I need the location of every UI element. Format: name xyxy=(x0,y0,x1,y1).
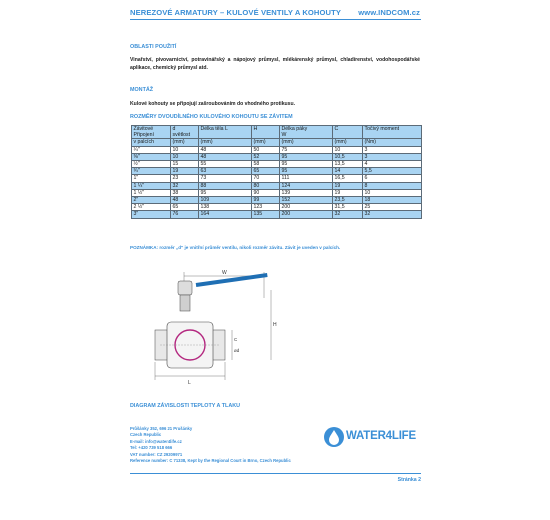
table-cell: 99 xyxy=(252,197,280,204)
table-body xyxy=(132,146,422,218)
table-cell: 32 xyxy=(171,182,199,189)
table-cell: 55 xyxy=(199,161,252,168)
dim-label-c: C xyxy=(234,337,238,342)
table-cell: 65 xyxy=(171,204,199,211)
valve-stem xyxy=(180,295,190,311)
footer-reference: Reference number: C 71338, Kept by the Regional Court in Brno, Czech Republic xyxy=(130,458,291,464)
table-header-cell: v palcích xyxy=(132,139,171,146)
table-cell: 80 xyxy=(252,182,280,189)
table-header-cell: C xyxy=(333,126,363,133)
table-header-cell: (mm) xyxy=(171,139,199,146)
table-cell: 31,5 xyxy=(333,204,363,211)
table-header-cell: Délka páky xyxy=(280,126,333,133)
table-cell: 5,5 xyxy=(363,168,422,175)
table-cell: 1" xyxy=(132,175,171,182)
footer-vat: VAT number: CZ 29209971 xyxy=(130,451,183,457)
table-cell: 32 xyxy=(363,211,422,218)
table-cell: 1 ½" xyxy=(132,189,171,196)
table-header-cell: (mm) xyxy=(199,139,252,146)
table-cell: 70 xyxy=(252,175,280,182)
dim-label-w: W xyxy=(222,270,227,276)
usage-text: Vinařství, pivovarnictví, potravinářský a nápojový průmysl, mlékárenský průmysl, chladírenství, vodohospodářské aplikace, chemický průmysl atd. xyxy=(130,57,420,72)
table-cell: 76 xyxy=(171,211,199,218)
valve-technical-drawing xyxy=(140,268,280,388)
table-cell: 75 xyxy=(280,146,333,153)
table-cell: 138 xyxy=(199,204,252,211)
table-header-cell: Točivý moment xyxy=(363,126,422,133)
diagram-heading: DIAGRAM ZÁVISLOSTI TEPLOTY A TLAKU xyxy=(130,403,241,409)
dim-label-h: H xyxy=(273,322,277,328)
footer-phone: Tel: +420 739 518 666 xyxy=(130,445,173,451)
table-cell: 124 xyxy=(280,182,333,189)
table-cell: 52 xyxy=(252,153,280,160)
table-cell: 48 xyxy=(199,146,252,153)
table-cell: ½" xyxy=(132,161,171,168)
table-row xyxy=(132,146,422,153)
table-cell: ¾" xyxy=(132,168,171,175)
table-note: POZNÁMKA: rozměr „d" je vnitřní průměr ventilu, nikoli rozměr závitu. Závit je uveden v palcích. xyxy=(130,245,341,250)
lever-nut xyxy=(178,281,192,295)
table-cell: 123 xyxy=(252,204,280,211)
page-number: Stránka 2 xyxy=(397,477,421,483)
install-heading: MONTÁŽ xyxy=(130,87,154,93)
table-cell: 152 xyxy=(280,197,333,204)
footer-address: Průšánky 352, 696 21 Prušánky xyxy=(130,426,193,431)
table-cell: 32 xyxy=(333,211,363,218)
table-cell: 200 xyxy=(280,211,333,218)
table-cell: 25 xyxy=(363,204,422,211)
table-header-cell: H xyxy=(252,126,280,133)
table-cell: 19 xyxy=(333,189,363,196)
table-header-cell xyxy=(252,132,280,139)
table-header-cell xyxy=(199,132,252,139)
table-header-cell: (Nm) xyxy=(363,139,422,146)
table-cell: 95 xyxy=(199,189,252,196)
table-cell: 3" xyxy=(132,211,171,218)
table-cell: 8 xyxy=(363,182,422,189)
footer-country: Czech Republic xyxy=(130,432,162,438)
table-header-cell: W xyxy=(280,132,333,139)
dim-label-l: L xyxy=(188,380,191,386)
table-cell: 23,5 xyxy=(333,197,363,204)
usage-heading: OBLASTI POUŽITÍ xyxy=(130,44,177,50)
table-cell: 13,5 xyxy=(333,161,363,168)
table-cell: 73 xyxy=(199,175,252,182)
table-header-cell: Závitové xyxy=(132,126,171,133)
table-cell: 10,5 xyxy=(333,153,363,160)
table-row xyxy=(132,161,422,168)
table-cell: 139 xyxy=(280,189,333,196)
table-cell: 1 ¼" xyxy=(132,182,171,189)
table-cell: 10 xyxy=(171,146,199,153)
table-cell: 88 xyxy=(199,182,252,189)
logo-wordmark: WATER4LIFE xyxy=(346,430,416,442)
table-cell: 200 xyxy=(280,204,333,211)
table-cell: 18 xyxy=(363,197,422,204)
company-footer xyxy=(130,426,291,464)
table-header-cell: d xyxy=(171,126,199,133)
lever-handle xyxy=(196,273,268,287)
water4life-logo xyxy=(323,426,423,448)
table-header-cell: (mm) xyxy=(252,139,280,146)
footer-rule xyxy=(130,473,421,474)
install-text: Kulové kohouty se připojují zašroubováním do vhodného protikusu. xyxy=(130,101,295,107)
table-row xyxy=(132,189,422,196)
table-row xyxy=(132,175,422,182)
table-cell: 90 xyxy=(252,189,280,196)
table-cell: 14 xyxy=(333,168,363,175)
table-cell: 23 xyxy=(171,175,199,182)
table-cell: 164 xyxy=(199,211,252,218)
table-cell: 48 xyxy=(171,197,199,204)
table-cell: 95 xyxy=(280,153,333,160)
table-cell: 135 xyxy=(252,211,280,218)
footer-email[interactable]: E-mail: info@water4life.cz xyxy=(130,438,182,444)
table-row xyxy=(132,182,422,189)
table-cell: 65 xyxy=(252,168,280,175)
table-cell: 10 xyxy=(171,153,199,160)
table-row xyxy=(132,204,422,211)
header-website[interactable]: www.INDCOM.cz xyxy=(358,8,420,17)
table-cell: 19 xyxy=(333,182,363,189)
table-row xyxy=(132,211,422,218)
table-header-cell: (mm) xyxy=(280,139,333,146)
table-cell: 95 xyxy=(280,161,333,168)
table-cell: 111 xyxy=(280,175,333,182)
table-cell: 48 xyxy=(199,153,252,160)
table-cell: 109 xyxy=(199,197,252,204)
table-row xyxy=(132,197,422,204)
table-cell: 4 xyxy=(363,161,422,168)
table-header-cell: Připojení xyxy=(132,132,171,139)
table-cell: 95 xyxy=(280,168,333,175)
table-cell: 10 xyxy=(363,189,422,196)
table-cell: 16,5 xyxy=(333,175,363,182)
water-drop-icon xyxy=(323,426,345,448)
table-header-cell xyxy=(333,132,363,139)
table-cell: 2" xyxy=(132,197,171,204)
table-cell: 63 xyxy=(199,168,252,175)
table-header-cell xyxy=(363,132,422,139)
table-row xyxy=(132,168,422,175)
table-header-cell: Délka těla L xyxy=(199,126,252,133)
header-title: NEREZOVÉ ARMATURY – KULOVÉ VENTILY A KOHOUTY xyxy=(130,8,342,17)
table-row xyxy=(132,153,422,160)
table-cell: ¼" xyxy=(132,146,171,153)
table-cell: 50 xyxy=(252,146,280,153)
header-rule xyxy=(130,19,421,20)
table-cell: 10 xyxy=(333,146,363,153)
table-header-cell: (mm) xyxy=(333,139,363,146)
dimension-table xyxy=(131,125,422,219)
table-header xyxy=(132,126,422,147)
table-cell: 3 xyxy=(363,146,422,153)
table-heading: ROZMĚRY DVOUDÍLNÉHO KULOVÉHO KOHOUTU SE ZÁVITEM xyxy=(130,114,293,120)
table-cell: 3 xyxy=(363,153,422,160)
table-header-cell: světlost xyxy=(171,132,199,139)
table-cell: 2 ½" xyxy=(132,204,171,211)
dim-label-d: ød xyxy=(234,348,240,353)
table-cell: 38 xyxy=(171,189,199,196)
table-cell: 15 xyxy=(171,161,199,168)
table-cell: 19 xyxy=(171,168,199,175)
table-cell: ⅜" xyxy=(132,153,171,160)
table-cell: 58 xyxy=(252,161,280,168)
table-cell: 6 xyxy=(363,175,422,182)
